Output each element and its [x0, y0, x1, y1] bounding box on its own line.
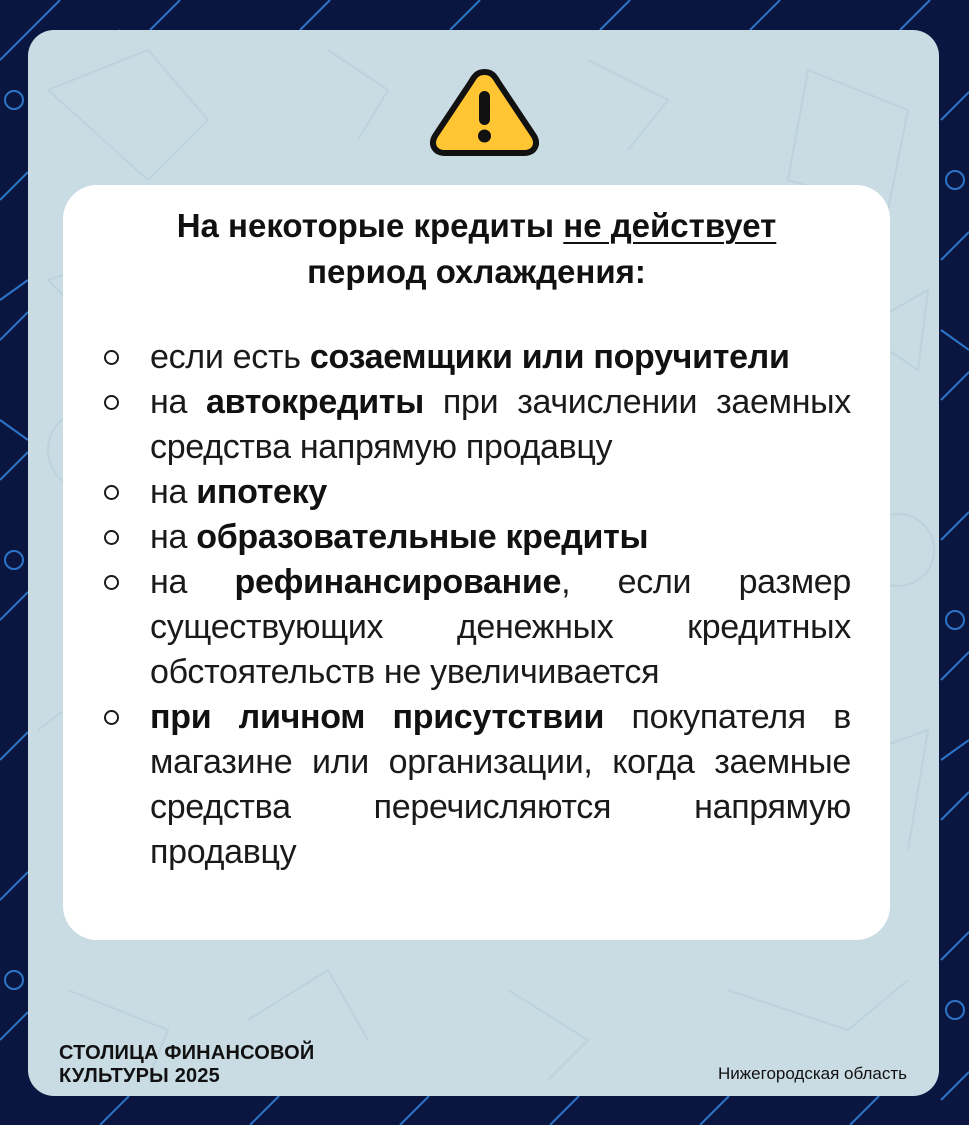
card-heading [63, 203, 890, 295]
item-bold-text: образовательные кредиты [196, 518, 649, 556]
list-item [101, 380, 851, 470]
bullet-circle-icon [104, 530, 119, 545]
item-text-after: при зачислении заемных средства напрямую продавцу [150, 383, 852, 466]
bullet-circle-icon [104, 575, 119, 590]
item-text: на [150, 518, 197, 556]
item-text: на [150, 563, 235, 601]
item-bold-text: рефинансирование [234, 563, 562, 601]
item-text-after: покупателя в магазине или организации, когда заемные средства перечисляются напрямую продавцу [150, 698, 851, 871]
bullet-circle-icon [104, 395, 119, 410]
region-label: Нижегородская область [718, 1064, 907, 1083]
list-item [101, 335, 851, 380]
item-text: на [150, 383, 207, 421]
info-card [63, 185, 890, 940]
bullet-circle-icon [104, 350, 119, 365]
bullet-circle-icon [104, 485, 119, 500]
item-bold-text: созаемщики или поручители [309, 338, 790, 376]
item-bold-text: ипотеку [196, 473, 327, 511]
item-text: на [150, 473, 197, 511]
item-bold-text: при личном присутствии [150, 698, 605, 736]
item-text: если есть [150, 338, 310, 376]
brand-line-2: КУЛЬТУРЫ 2025 [59, 1065, 220, 1087]
list-item [101, 515, 851, 560]
heading-text: На некоторые кредиты [176, 207, 564, 244]
item-text-after: , если размер существующих денежных кредитных обстоятельств не увеличивается [150, 563, 851, 691]
list-item [101, 695, 851, 875]
heading-underlined-text: не действует [563, 207, 777, 244]
exceptions-list [101, 335, 851, 875]
heading-text-line2: период охлаждения: [307, 253, 646, 290]
list-item [101, 470, 851, 515]
item-bold-text: автокредиты [206, 383, 424, 421]
bullet-circle-icon [104, 710, 119, 725]
warning-icon [424, 66, 545, 158]
list-item [101, 560, 851, 695]
brand-line-1: СТОЛИЦА ФИНАНСОВОЙ [59, 1042, 315, 1064]
brand-logo-text [59, 1042, 315, 1088]
